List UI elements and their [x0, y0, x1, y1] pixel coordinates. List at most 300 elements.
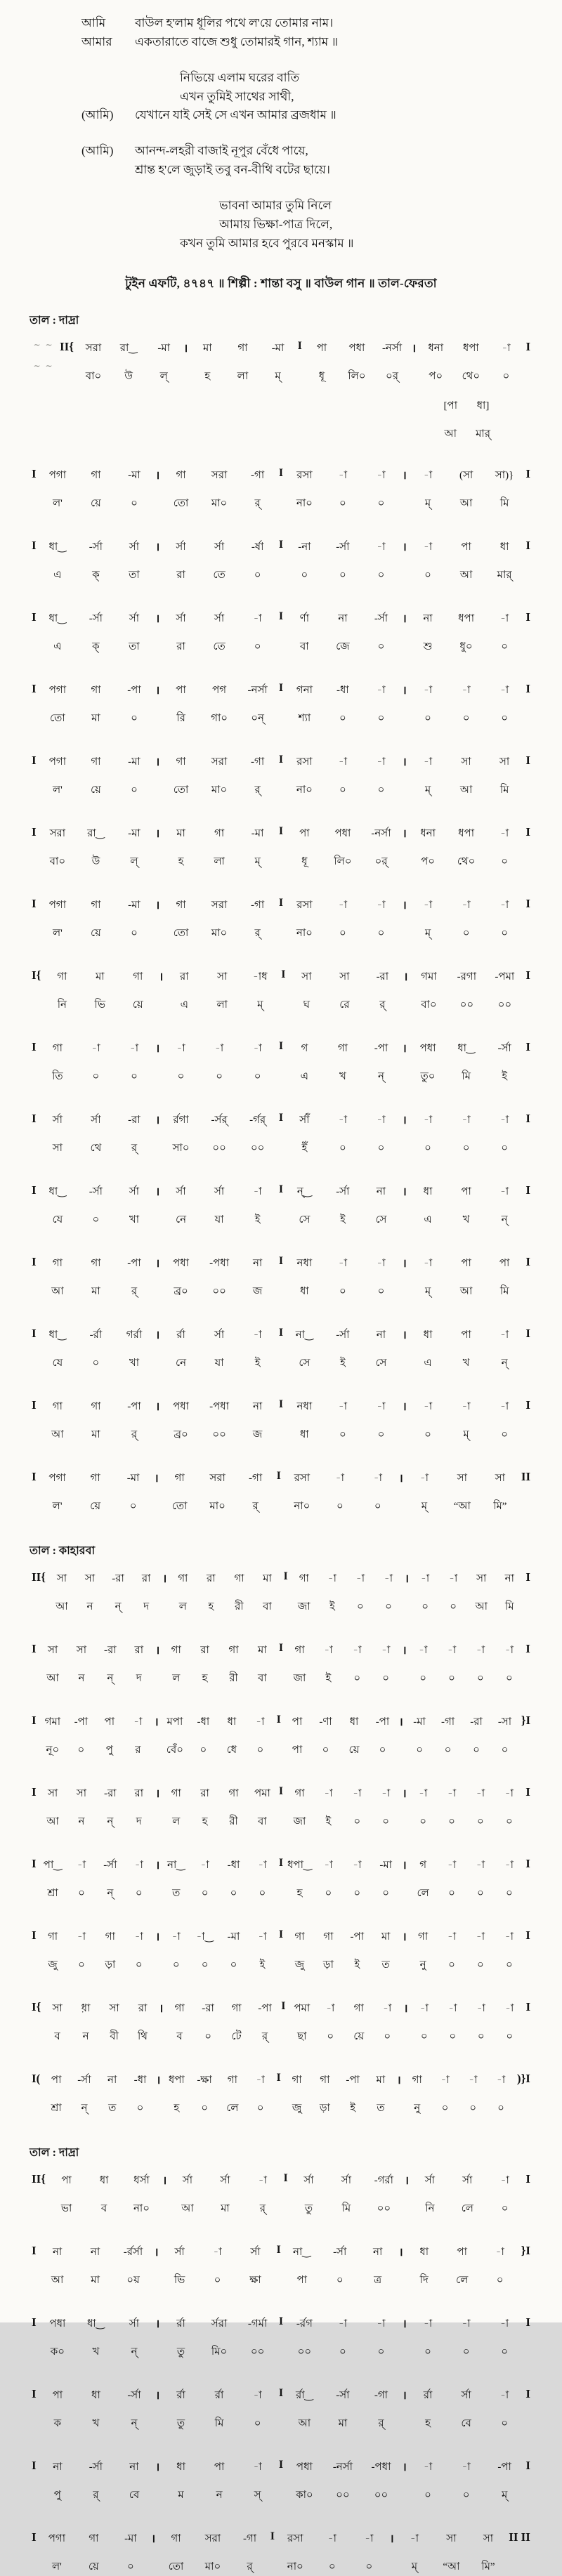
- barline-glyph: I: [32, 2386, 37, 2400]
- lyric-cell: মা: [91, 712, 100, 724]
- notation-column: [200, 1255, 239, 1301]
- note-cell: -মা: [379, 1859, 393, 1871]
- lyric-cell: মি০: [211, 2346, 228, 2358]
- lyrics-line-prefix: [81, 235, 135, 254]
- notation-column: [285, 1183, 324, 1229]
- lyric-cell: ই: [350, 2102, 356, 2114]
- margin-marks: [30, 340, 58, 372]
- barline-mark: [277, 539, 285, 562]
- notation-column: [409, 1928, 438, 1974]
- notation-column: [124, 1785, 153, 1831]
- barline-glyph: ।: [402, 1787, 407, 1800]
- notation-column: [447, 682, 485, 728]
- notation-column: [362, 1112, 400, 1157]
- notation-column: [190, 2072, 218, 2117]
- notation-column: [447, 539, 485, 584]
- note-cell: -র্সা: [374, 612, 388, 624]
- barline-glyph: I: [525, 824, 531, 839]
- note-cell: পা: [461, 541, 471, 553]
- note-cell: মা: [176, 827, 185, 839]
- notation-column: [200, 754, 239, 799]
- barline-mark: [519, 1714, 532, 1738]
- note-cell: সা: [47, 1644, 58, 1656]
- lyric-cell: সে: [375, 1357, 387, 1369]
- lyric-cell: না০: [296, 927, 313, 939]
- lyric-cell: “আ: [443, 2561, 460, 2572]
- barline-mark: [277, 2387, 285, 2410]
- lyric-cell: এ: [300, 1070, 309, 1082]
- barline-glyph: II II: [509, 2530, 530, 2544]
- note-cell: গা: [47, 1931, 58, 1943]
- note-cell: গা: [174, 1472, 185, 1484]
- lyric-cell: ০: [322, 1744, 329, 1756]
- lyric-cell: মি: [341, 2202, 351, 2214]
- lyric-cell: ০: [505, 1815, 513, 1827]
- lyric-cell: ল: [172, 1672, 181, 1684]
- notation-column: [115, 1040, 154, 1086]
- note-cell: র্রগা: [173, 1114, 189, 1126]
- notation-column: [200, 1112, 239, 1157]
- lyric-cell: দ: [136, 1815, 142, 1827]
- barline-mark: [153, 897, 162, 923]
- note-cell: -া: [469, 2074, 478, 2086]
- lyric-cell: বে: [129, 2489, 140, 2501]
- lyrics-line-prefix: আমি: [81, 16, 106, 29]
- note-cell: গা: [171, 2532, 181, 2544]
- barline-glyph: ।: [389, 2532, 394, 2545]
- notation-column: [447, 2387, 485, 2433]
- lyric-cell: ০: [374, 1500, 381, 1512]
- note-cell: -া: [253, 1042, 262, 1054]
- barline-mark: [401, 2000, 410, 2026]
- note-cell: -া: [423, 899, 433, 911]
- notation-column: [324, 1398, 362, 1444]
- lyric-cell: ০: [129, 1500, 137, 1512]
- lyric-cell: ০০: [374, 2489, 388, 2501]
- lyric-cell: যা: [214, 1214, 224, 1225]
- notation-column: [39, 1327, 77, 1372]
- barline-mark: [153, 539, 162, 565]
- lyric-cell: তে: [213, 640, 226, 652]
- lyric-cell: রী: [235, 1601, 244, 1612]
- notation-column: [314, 1785, 343, 1831]
- note-cell: -নর্সা: [247, 684, 268, 696]
- notation-column: [238, 1255, 277, 1301]
- note-cell: র্সা: [176, 612, 186, 624]
- notation-column: [225, 1570, 253, 1616]
- notation-column: [285, 1112, 324, 1157]
- notation-column: [67, 1857, 96, 1903]
- note-cell: -া: [447, 1787, 457, 1799]
- notation-row: [30, 2315, 532, 2361]
- note-cell: -পধা: [209, 1400, 230, 1412]
- notation-column: [199, 1470, 237, 1516]
- barline-mark: [153, 1112, 162, 1138]
- lyric-cell: ০: [462, 927, 470, 939]
- notation-column: [195, 2530, 232, 2576]
- note-cell: -া: [253, 612, 262, 624]
- note-cell: র্সা: [176, 541, 186, 553]
- lyric-cell: ন্: [501, 1357, 508, 1369]
- lyric-cell: ০: [339, 1428, 346, 1440]
- notation-column: [324, 1040, 362, 1086]
- note-cell: -পধা: [209, 1257, 230, 1269]
- lyric-cell: ল': [52, 927, 63, 939]
- barline-glyph: I: [278, 538, 284, 551]
- notation-column: [124, 1857, 153, 1903]
- note-cell: ধপা: [458, 612, 475, 624]
- note-cell: -া: [419, 2002, 429, 2014]
- barline-mark: [279, 968, 287, 992]
- notation-column: [200, 2459, 239, 2504]
- lyric-cell: ধূ: [301, 855, 308, 867]
- notation-column: [112, 2530, 150, 2576]
- note-cell: -রা: [128, 1114, 140, 1126]
- barline-glyph: ।: [403, 971, 408, 983]
- lyric-cell: ০: [339, 1142, 346, 1154]
- note-cell: সরা: [209, 1472, 226, 1484]
- lyric-cell: মা০: [211, 784, 228, 796]
- notation-column: [132, 1570, 160, 1616]
- notation-column: [343, 1928, 372, 1974]
- lyric-cell: কা০: [296, 2489, 313, 2501]
- notation-sections: [30, 311, 532, 2576]
- lyric-cell: ল্: [130, 855, 138, 867]
- note-cell: মা: [381, 1931, 391, 1943]
- lyric-cell: ০: [385, 1601, 392, 1612]
- lyric-cell: ঘ: [303, 999, 311, 1011]
- notation-column: [285, 682, 324, 728]
- note-cell: -পা: [127, 1400, 141, 1412]
- note-cell: র্সা: [129, 2318, 140, 2329]
- notation-column: [285, 2387, 324, 2433]
- notation-column: [403, 2072, 431, 2117]
- notation-column: [162, 825, 200, 871]
- notation-column: [410, 968, 447, 1014]
- notation-column: [324, 1183, 362, 1229]
- note-cell: না: [376, 1329, 386, 1341]
- notation-column: [244, 2172, 281, 2218]
- note-cell: -গা: [249, 1472, 263, 1484]
- lyric-cell: শু: [423, 640, 433, 652]
- note-cell: রসা: [296, 756, 313, 768]
- barline-mark: [30, 2244, 39, 2268]
- note-cell: -া: [499, 827, 509, 839]
- barline-mark: [523, 1785, 532, 1810]
- lyric-cell: “আ: [453, 1500, 471, 1512]
- notation-column: [162, 2387, 200, 2433]
- notation-column: [200, 1398, 239, 1444]
- barline-glyph: I: [32, 1111, 37, 1125]
- notation-column: [470, 2530, 507, 2576]
- lyrics-line: [81, 106, 532, 125]
- barline-glyph: ।: [398, 2246, 403, 2259]
- note-cell: র্সা: [250, 2246, 261, 2258]
- lyric-cell: উ: [124, 370, 133, 382]
- note-cell: র্রা: [176, 1329, 185, 1341]
- barline-glyph: I: [278, 2458, 284, 2471]
- barline-mark: [149, 2530, 157, 2556]
- lyric-cell: ০০: [497, 999, 512, 1011]
- note-cell: -া: [324, 1644, 333, 1656]
- note-cell: রা: [207, 1572, 216, 1584]
- notation-column: [490, 1714, 518, 1759]
- notation-column: [115, 1255, 154, 1301]
- lyric-cell: ধু০: [459, 640, 473, 652]
- barline-mark: [400, 2315, 409, 2341]
- note-cell: ধ়া: [81, 2002, 91, 2014]
- notation-column: [200, 2387, 239, 2433]
- lyric-cell: তো: [168, 2561, 184, 2572]
- note-cell: -া: [258, 2174, 268, 2186]
- barline-mark: [403, 2172, 411, 2198]
- barline-glyph: I: [278, 1856, 284, 1869]
- lyric-cell: নু: [414, 2102, 421, 2114]
- lyric-cell: হ: [425, 2417, 431, 2429]
- lyric-cell: টে: [231, 2030, 242, 2042]
- notation-column: [409, 1785, 438, 1831]
- barline-glyph: ।: [155, 756, 160, 768]
- lyric-cell: ০: [448, 1959, 455, 1971]
- notation-column: [438, 2000, 466, 2046]
- barline-glyph: I: [276, 1713, 281, 1726]
- lyric-cell: ম্: [424, 497, 431, 509]
- notation-column: [219, 1857, 248, 1903]
- note-cell: পা: [316, 342, 327, 354]
- lyric-cell: মা: [91, 1428, 100, 1440]
- lyric-cell: দ: [143, 1601, 150, 1612]
- barline-mark: [30, 1398, 39, 1423]
- note-cell: -মা: [413, 1716, 426, 1728]
- notation-row: [30, 1112, 532, 1157]
- lyric-cell: বা০: [85, 370, 102, 382]
- note-cell: সরা: [211, 469, 228, 481]
- barline-mark: [30, 682, 39, 707]
- note-cell: -া: [499, 1185, 509, 1197]
- note-cell: গা: [90, 1472, 100, 1484]
- lyric-cell: জা: [293, 1815, 306, 1827]
- note-cell: সা: [339, 971, 350, 983]
- barline-mark: [153, 1642, 162, 1668]
- notation-row: [30, 825, 532, 871]
- notation-column: [231, 2530, 268, 2576]
- notation-section: [30, 1542, 532, 2117]
- lyric-cell: ল': [52, 497, 63, 509]
- note-cell: -া: [324, 1787, 333, 1799]
- note-cell: গা: [418, 1931, 429, 1943]
- notation-row: [30, 1785, 532, 1831]
- lyric-cell: আ: [51, 1285, 64, 1297]
- barline-glyph: I: [525, 2315, 531, 2329]
- barline-mark: [153, 1327, 162, 1353]
- note-cell: -র্সা: [77, 2074, 91, 2086]
- barline-glyph: ।: [402, 1257, 407, 1270]
- notation-column: [238, 467, 277, 513]
- note-cell: মপা: [166, 1716, 183, 1728]
- barline-glyph: ।: [162, 2174, 167, 2187]
- note-cell: -মা: [126, 1472, 140, 1484]
- notation-column: [318, 1570, 346, 1616]
- barline-mark: [277, 1785, 285, 1808]
- notation-column: [314, 1928, 343, 1974]
- lyric-cell: মি”: [481, 2561, 495, 2572]
- notation-column: [115, 897, 154, 942]
- lyric-cell: ০র্: [374, 855, 388, 867]
- note-cell: -া: [253, 1185, 262, 1197]
- note-cell: -া: [499, 2318, 509, 2329]
- notation-column: [287, 968, 325, 1014]
- notation-column: [39, 1112, 77, 1157]
- note-cell: গা: [227, 2074, 237, 2086]
- note-cell: -া: [171, 1931, 181, 1943]
- notation-column: [285, 610, 324, 656]
- lyric-cell: ০: [416, 1744, 423, 1756]
- notation-column: [77, 1470, 115, 1516]
- note-cell: সা: [109, 2002, 119, 2014]
- notation-column: [39, 1040, 77, 1086]
- notation-column: [327, 2172, 365, 2218]
- notation-column: [481, 1470, 519, 1516]
- barline-mark: [400, 1327, 409, 1353]
- note-cell: -া: [377, 1257, 386, 1269]
- lyric-cell: ০: [200, 1744, 207, 1756]
- barline-mark: [523, 2459, 532, 2483]
- barline-glyph: II: [521, 1469, 531, 1483]
- lyric-cell: ০: [377, 1285, 385, 1297]
- note-cell: -া: [499, 684, 509, 696]
- barline-mark: [282, 2172, 290, 2195]
- notation-column: [115, 2315, 154, 2361]
- lyric-cell: ম্: [463, 1428, 469, 1440]
- notation-column: [285, 467, 324, 513]
- notation-column: [197, 1570, 225, 1616]
- note-cell: পমা: [294, 2002, 311, 2014]
- note-cell: -া: [338, 899, 348, 911]
- note-cell: ধা: [423, 1329, 433, 1341]
- lyric-cell: মি”: [493, 1500, 507, 1512]
- notation-column: [409, 1327, 447, 1372]
- barline-glyph: I: [278, 1398, 284, 1410]
- note-cell: গনা: [296, 684, 313, 696]
- note-cell: -া: [418, 1787, 428, 1799]
- notation-column: [290, 1570, 318, 1616]
- barline-glyph: I: [278, 1254, 284, 1267]
- note-cell: পা: [51, 2074, 62, 2086]
- lyric-cell: ০: [501, 855, 508, 867]
- barline-mark: [30, 1327, 39, 1351]
- note-cell: পা: [292, 1716, 303, 1728]
- notation-column: [190, 1928, 219, 1974]
- notation-column: [466, 1642, 495, 1688]
- note-cell: সা: [76, 1644, 87, 1656]
- note-cell: না: [423, 612, 433, 624]
- barline-mark: [30, 1642, 39, 1667]
- note-cell: -গর্মা: [247, 2318, 268, 2329]
- lyric-cell: ০: [135, 1959, 143, 1971]
- notation-column: [200, 1183, 239, 1229]
- notation-column: [77, 2315, 115, 2361]
- lyric-cell: ০: [382, 1815, 390, 1827]
- notation-column: [409, 539, 447, 584]
- note-cell: -া: [504, 1859, 514, 1871]
- notation-column: [77, 825, 115, 871]
- notation-column: [359, 2244, 397, 2289]
- lyric-cell: ০: [256, 1744, 264, 1756]
- notation-column: [253, 1570, 281, 1616]
- note-cell: -নর্সা: [371, 827, 391, 839]
- notation-column: [485, 610, 524, 656]
- lyric-cell: ০: [477, 2030, 485, 2042]
- barline-mark: [523, 1857, 532, 1881]
- note-cell: -া: [447, 1931, 457, 1943]
- note-cell: -র্ষা: [251, 541, 264, 553]
- lyric-cell: র্: [93, 2489, 99, 2501]
- notation-column: [200, 825, 239, 871]
- lyric-cell: আ: [459, 569, 473, 581]
- notation-column: [411, 2172, 448, 2218]
- barline-mark: [157, 2000, 165, 2026]
- note-cell: -র্গর্: [249, 1114, 266, 1126]
- lyric-cell: র্: [378, 2417, 384, 2429]
- note-cell: গা: [91, 684, 101, 696]
- lyric-cell: ০: [353, 1815, 361, 1827]
- lyric-cell: থে০: [462, 370, 481, 382]
- notation-column: [321, 2244, 359, 2289]
- barline-glyph: I: [32, 1398, 37, 1412]
- barline-mark: [400, 1255, 409, 1281]
- lyric-cell: ০: [353, 1672, 361, 1684]
- lyric-cell: র্: [131, 1428, 138, 1440]
- lyric-cell: ০: [204, 2030, 211, 2042]
- barline-glyph: I(: [32, 2071, 41, 2085]
- lyric-cell: সা: [52, 1142, 63, 1154]
- lyric-cell: ০০: [377, 2202, 391, 2214]
- note-cell: রা‿: [87, 827, 105, 839]
- lyric-cell: ইঁ: [301, 1142, 308, 1154]
- note-cell: -া: [476, 1931, 485, 1943]
- notation-column: [277, 2530, 314, 2576]
- lyric-cell: মি: [499, 497, 509, 509]
- note-cell: -া: [134, 1859, 143, 1871]
- barline-glyph: I: [278, 1785, 284, 1797]
- notation-column: [433, 2530, 470, 2576]
- barline-mark: [282, 1570, 290, 1593]
- notation-column: [363, 968, 401, 1014]
- note-cell: -া: [253, 2389, 262, 2401]
- barline-mark: [153, 682, 162, 708]
- barline-glyph: ।: [402, 2318, 407, 2330]
- note-cell: পধা: [49, 2318, 66, 2329]
- lyric-cell: ন্: [107, 1887, 114, 1899]
- lyric-cell: নি: [425, 2202, 435, 2214]
- note-cell: -া: [502, 342, 511, 354]
- note-cell: না‿: [293, 2246, 311, 2258]
- lyric-cell: ০ন্: [251, 712, 264, 724]
- lyric-cell: গা০: [211, 712, 228, 724]
- notation-column: [481, 2244, 519, 2289]
- note-cell: -া: [476, 1787, 485, 1799]
- note-cell: -র্সা: [89, 2461, 103, 2473]
- lyrics-line-prefix: [81, 216, 135, 235]
- song-lyrics-header: [30, 14, 532, 254]
- note-cell: পধা: [334, 827, 351, 839]
- lyric-cell: ড়া: [105, 1959, 116, 1971]
- lyric-cell: ০: [379, 1744, 386, 1756]
- notation-column: [495, 2000, 523, 2046]
- note-cell: -র্সা: [336, 1329, 350, 1341]
- lyric-cell: ০: [450, 1601, 457, 1612]
- note-cell: মা: [258, 1644, 267, 1656]
